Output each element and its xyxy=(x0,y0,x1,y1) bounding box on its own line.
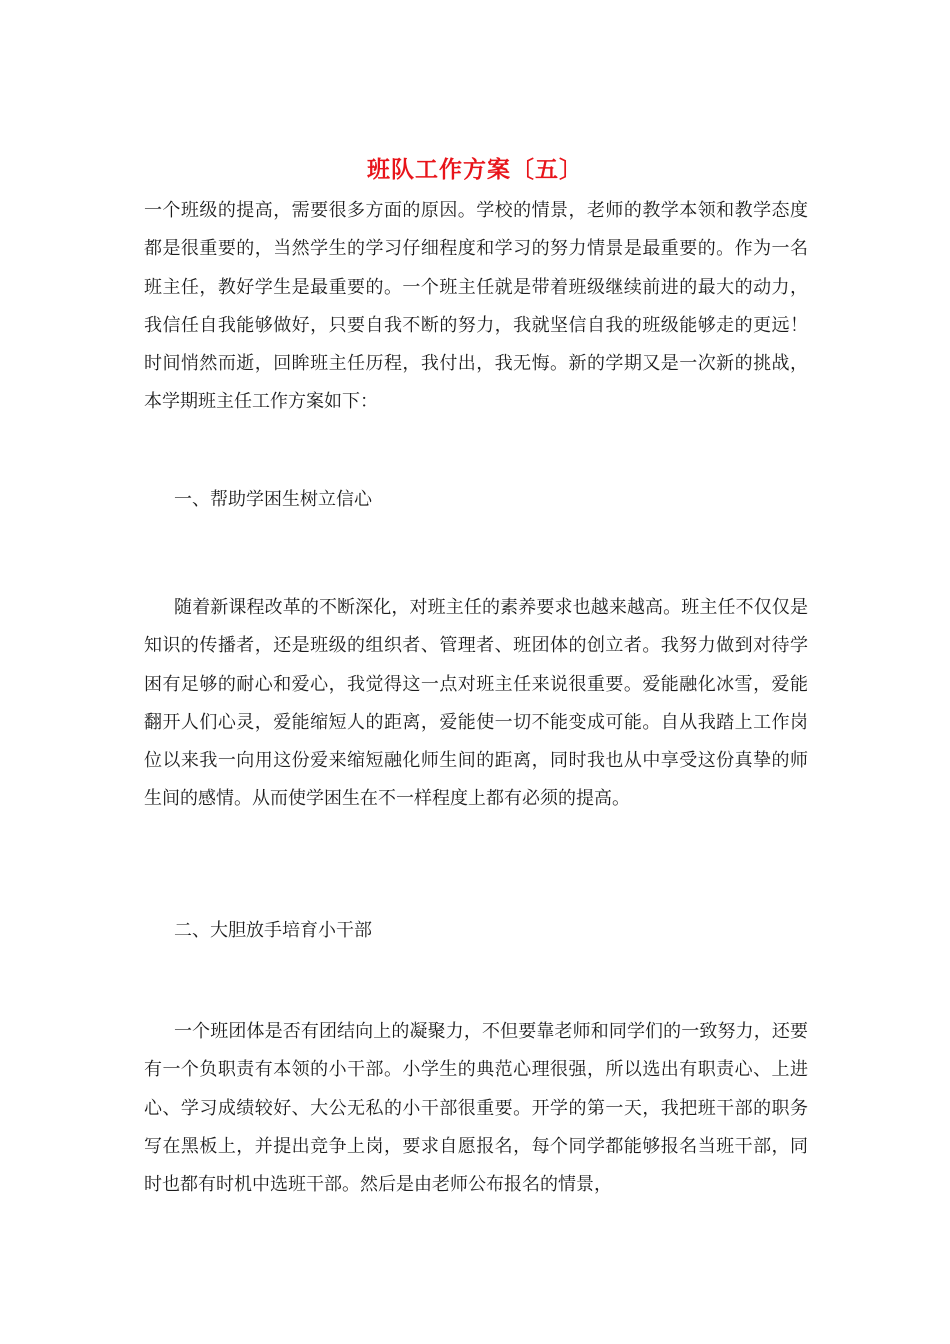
section-body-1: 随着新课程改革的不断深化，对班主任的素养要求也越来越高。班主任不仅仅是知识的传播者，还是班级的组织者、管理者、班团体的创立者。我努力做到对待学困有足够的耐心和爱心，我觉得这一点对班主任来说很重要。爱能融化冰雪，爱能翻开人们心灵，爱能缩短人的距离，爱能使一切不能变成可能。自从我踏上工作岗位以来我一向用这份爱来缩短融化师生间的距离，同时我也从中享受这份真挚的师生间的感情。从而使学困生在不一样程度上都有必须的提高。 xyxy=(144,597,808,810)
section-heading-2: 二、大胆放手培育小干部 xyxy=(174,920,372,941)
section-heading-1: 一、帮助学困生树立信心 xyxy=(174,489,372,510)
document-title: 班队工作方案〔五〕 xyxy=(367,156,583,183)
section-body-2: 一个班团体是否有团结向上的凝聚力，不但要靠老师和同学们的一致努力，还要有一个负职责有本领的小干部。小学生的典范心理很强，所以选出有职责心、上进心、学习成绩较好、大公无私的小干部很重要。开学的第一天，我把班干部的职务写在黑板上，并提出竞争上岗，要求自愿报名，每个同学都能够报名当班干部，同时也都有时机中选班干部。然后是由老师公布报名的情景， xyxy=(144,1021,808,1196)
intro-paragraph: 一个班级的提高，需要很多方面的原因。学校的情景，老师的教学本领和教学态度都是很重要的，当然学生的学习仔细程度和学习的努力情景是最重要的。作为一名班主任，教好学生是最重要的。一个班主任就是带着班级继续前进的最大的动力，我信任自我能够做好，只要自我不断的努力，我就坚信自我的班级能够走的更远！时间悄然而逝，回眸班主任历程，我付出，我无悔。新的学期又是一次新的挑战，本学期班主任工作方案如下： xyxy=(144,200,808,413)
